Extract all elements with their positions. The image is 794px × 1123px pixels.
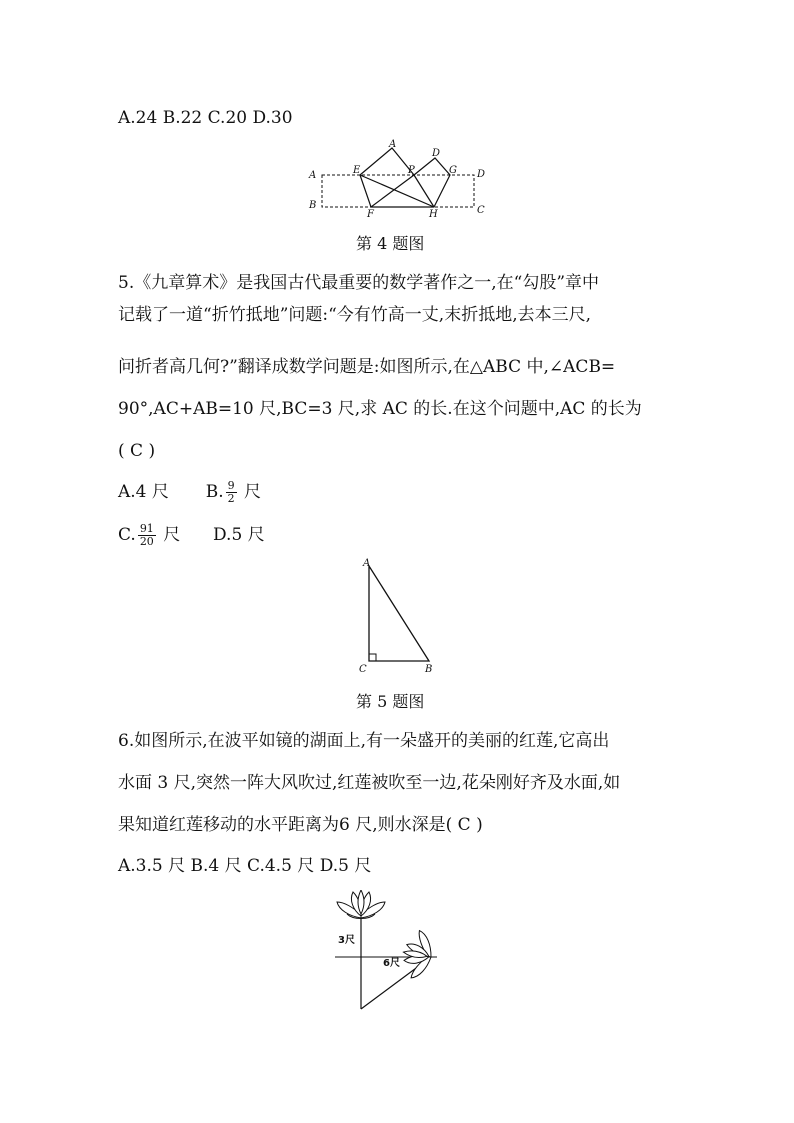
q4-label-b: B bbox=[309, 200, 317, 211]
q5-option-b-unit: 尺 bbox=[244, 482, 262, 502]
q4-label-d-right: D bbox=[477, 169, 486, 180]
lotus-flower-upright-icon bbox=[337, 890, 385, 919]
q4-label-g: G bbox=[449, 165, 457, 176]
q5-line-1: 5.《九章算术》是我国古代最重要的数学著作之一,在“勾股”章中 bbox=[118, 273, 600, 293]
q6-line-3: 果知道红莲移动的水平距离为6 尺,则水深是( C ) bbox=[118, 815, 483, 835]
q5-line-2: 记载了一道“折竹抵地”问题:“今有竹高一丈,末折抵地,去本三尺, bbox=[118, 305, 592, 325]
q4-label-e: E bbox=[353, 165, 361, 176]
q5-label-a: A bbox=[363, 558, 371, 569]
q6-line-2: 水面 3 尺,突然一阵大风吹过,红莲被吹至一边,花朵刚好齐及水面,如 bbox=[118, 773, 621, 793]
q4-label-f: F bbox=[367, 209, 374, 220]
q5-option-b-fraction: $\frac{9}{2}$ bbox=[227, 479, 235, 505]
q6-line-1: 6.如图所示,在波平如镜的湖面上,有一朵盛开的美丽的红莲,它高出 bbox=[118, 731, 610, 751]
q5-label-b: B bbox=[425, 664, 433, 675]
q5-answer-line: ( C ) bbox=[118, 441, 156, 461]
q4-label-d-top: D bbox=[432, 148, 441, 159]
q5-label-c: C bbox=[359, 664, 367, 675]
q4-label-p: P bbox=[408, 165, 415, 176]
q5-caption: 第 5 题图 bbox=[356, 692, 425, 711]
q6-options: A.3.5 尺 B.4 尺 C.4.5 尺 D.5 尺 bbox=[118, 856, 372, 876]
q4-label-h: H bbox=[429, 209, 438, 220]
q5-options-cd bbox=[118, 523, 265, 548]
q6-lotus-figure bbox=[325, 890, 465, 1015]
q6-label-distance: 6尺 bbox=[383, 958, 400, 969]
q4-label-a-top: A bbox=[389, 139, 397, 150]
q5-option-c-unit: 尺 bbox=[163, 525, 181, 545]
q6-label-height: 3尺 bbox=[338, 935, 355, 946]
q4-label-a-left: A bbox=[309, 170, 317, 181]
q5-line-4: 90°,AC+AB=10 尺,BC=3 尺,求 AC 的长.在这个问题中,AC 的长为 bbox=[118, 399, 642, 419]
q5-option-d: D.5 尺 bbox=[213, 525, 265, 545]
q5-triangle-figure bbox=[355, 556, 445, 676]
q4-figure bbox=[305, 138, 495, 220]
q5-option-a: A.4 尺 bbox=[118, 482, 169, 502]
q4-caption: 第 4 题图 bbox=[356, 234, 425, 253]
q5-option-b-prefix: B. bbox=[205, 482, 224, 502]
q5-option-c-fraction: $\frac{91}{20}$ bbox=[139, 522, 154, 548]
q5-options-ab bbox=[118, 480, 261, 505]
q5-option-c-prefix: C. bbox=[118, 525, 136, 545]
lotus-flower-tilted-icon bbox=[399, 929, 435, 981]
q4-label-c: C bbox=[477, 205, 485, 216]
q4-options: A.24 B.22 C.20 D.30 bbox=[118, 108, 293, 128]
q5-line-3: 问折者高几何?”翻译成数学问题是:如图所示,在△ABC 中,∠ACB= bbox=[118, 357, 616, 377]
